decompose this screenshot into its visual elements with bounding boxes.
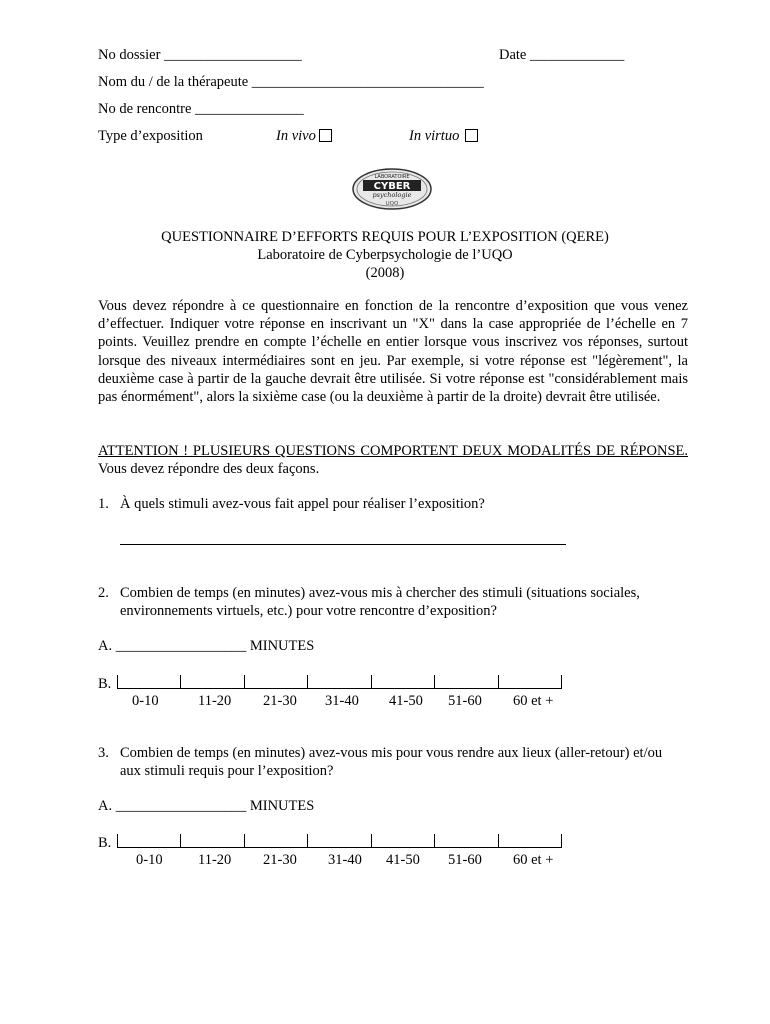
scale-option[interactable]: 60 et + xyxy=(513,693,554,709)
scale-tick xyxy=(561,834,562,848)
therapist-field[interactable]: Nom du / de la thérapeute ________________________________ xyxy=(98,74,484,90)
scale-tick xyxy=(434,675,435,689)
scale-tick xyxy=(244,834,245,848)
question-2-text-line1: Combien de temps (en minutes) avez-vous mis à chercher des stimuli (situations sociales, xyxy=(120,585,640,601)
logo-bottom-text: UQO xyxy=(385,201,399,207)
dossier-field[interactable]: No dossier ___________________ xyxy=(98,47,302,63)
scale-tick xyxy=(371,834,372,848)
in-virtuo-option xyxy=(409,127,478,145)
scale-tick xyxy=(498,834,499,848)
document-year: (2008) xyxy=(365,265,405,281)
scale-tick xyxy=(434,834,435,848)
question-2-minutes-field[interactable]: A. __________________ MINUTES xyxy=(98,638,315,654)
scale-option[interactable]: 51-60 xyxy=(448,852,482,868)
logo-top-text: LABORATOIRE xyxy=(374,174,410,180)
scale-option[interactable]: 41-50 xyxy=(386,852,420,868)
question-1-text: À quels stimuli avez-vous fait appel pour réaliser l’exposition? xyxy=(120,496,485,512)
instructions-paragraph: Vous devez répondre à ce questionnaire en fonction de la rencontre d’exposition que vous venez d’effectuer. Indiquer votre réponse en inscrivant un "X" dans la case appropriée de l’échelle en 7 points. Veuillez prendre en compte l’échelle en entier lorsque vous inscrivez vos réponses, surtout lorsque des niveaux intermédiaires sont en jeu. Par exemple, si votre réponse est "légèrement", la deuxième case à partir de la gauche devrait être utilisée. Si votre réponse est "considérablement mais pas énormément", alors la sixième case (ou la deuxième à partir de la droite) devrait être utilisée. xyxy=(98,298,688,406)
scale-option[interactable]: 60 et + xyxy=(513,852,554,868)
scale-option[interactable]: 51-60 xyxy=(448,693,482,709)
scale-option[interactable]: 31-40 xyxy=(325,693,359,709)
in-virtuo-checkbox[interactable] xyxy=(465,129,478,142)
scale-baseline xyxy=(117,847,562,848)
scale-tick xyxy=(117,675,118,689)
logo-main-text: CYBER xyxy=(373,181,411,192)
in-vivo-option xyxy=(276,127,332,145)
scale-tick xyxy=(180,675,181,689)
scale-tick xyxy=(180,834,181,848)
question-3-scale-label: B. xyxy=(98,835,112,851)
scale-option[interactable]: 11-20 xyxy=(198,693,232,709)
scale-tick xyxy=(561,675,562,689)
scale-option[interactable]: 0-10 xyxy=(132,693,159,709)
attention-paragraph xyxy=(98,442,688,478)
question-3-minutes-field[interactable]: A. __________________ MINUTES xyxy=(98,798,315,814)
scale-option[interactable]: 0-10 xyxy=(136,852,163,868)
question-1-number: 1. xyxy=(98,496,109,512)
question-2-scale-label: B. xyxy=(98,676,112,692)
question-2-number: 2. xyxy=(98,585,109,601)
meeting-number-field[interactable]: No de rencontre _______________ xyxy=(98,101,304,117)
scale-option[interactable]: 41-50 xyxy=(389,693,423,709)
scale-tick xyxy=(498,675,499,689)
in-vivo-label: In vivo xyxy=(276,128,316,144)
cyberpsychologie-logo xyxy=(351,167,433,211)
question-3-scale xyxy=(117,834,563,870)
exposure-type-label: Type d’exposition xyxy=(98,128,203,144)
question-2-scale xyxy=(117,675,563,711)
scale-option[interactable]: 11-20 xyxy=(198,852,232,868)
attention-rest: Vous devez répondre des deux façons. xyxy=(98,461,320,478)
scale-option[interactable]: 21-30 xyxy=(263,852,297,868)
scale-tick xyxy=(117,834,118,848)
question-2-text-line2: environnements virtuels, etc.) pour votre rencontre d’exposition? xyxy=(120,603,497,619)
attention-warning: ATTENTION ! PLUSIEURS QUESTIONS COMPORTENT DEUX MODALITÉS DE RÉPONSE. xyxy=(98,443,688,459)
scale-option[interactable]: 21-30 xyxy=(263,693,297,709)
date-field[interactable]: Date _____________ xyxy=(499,47,625,63)
question-1-answer-line[interactable] xyxy=(120,544,566,545)
scale-tick xyxy=(244,675,245,689)
scale-tick xyxy=(371,675,372,689)
document-title: QUESTIONNAIRE D’EFFORTS REQUIS POUR L’EXPOSITION (QERE) xyxy=(161,229,609,245)
scale-tick xyxy=(307,834,308,848)
logo-sub-text: psychologie xyxy=(372,191,412,199)
question-3-text-line1: Combien de temps (en minutes) avez-vous mis pour vous rendre aux lieux (aller-retour) et/ou xyxy=(120,745,663,761)
question-3-text-line2: aux stimuli requis pour l’exposition? xyxy=(120,763,334,779)
in-vivo-checkbox[interactable] xyxy=(319,129,332,142)
scale-baseline xyxy=(117,688,562,689)
document-subtitle: Laboratoire de Cyberpsychologie de l’UQO xyxy=(257,247,513,263)
scale-option[interactable]: 31-40 xyxy=(328,852,362,868)
in-virtuo-label: In virtuo xyxy=(409,128,460,144)
scale-tick xyxy=(307,675,308,689)
question-3-number: 3. xyxy=(98,745,109,761)
